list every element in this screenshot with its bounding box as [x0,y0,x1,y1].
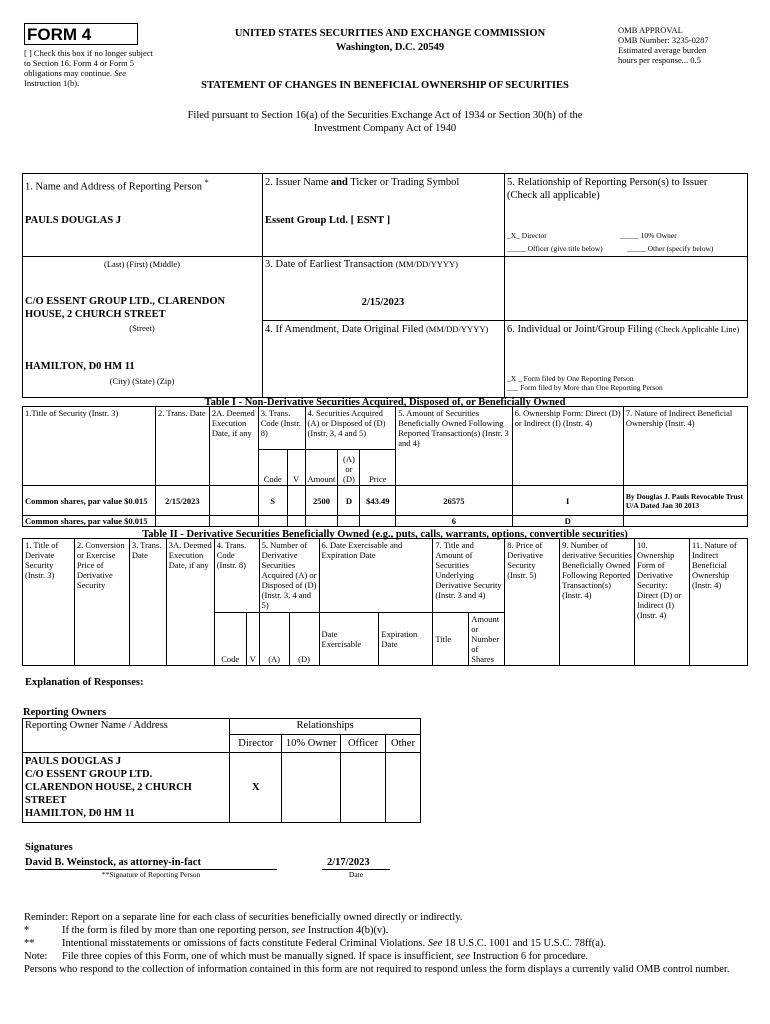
t1-sub-amount: Amount [305,450,338,486]
t1-r1-form: D [512,516,623,527]
owners-col-other: Other [386,735,421,753]
issuer-name: Essent Group Ltd. [ ESNT ] [265,215,391,226]
t1-r0-deemed [209,486,258,516]
check-box-note: [ ] Check this box if no longer subject to Section 16. Form 4 or Form 5 obligations may continue. See Instruction 1(b). [24,48,153,88]
t2-sub-a: (A) [259,613,289,666]
signature-date-caption: Date [348,870,364,879]
city-value: HAMILTON, D0 HM 11 [25,361,135,372]
explanation-label: Explanation of Responses: [25,677,144,688]
table1-title: Table I - Non-Derivative Securities Acquired, Disposed of, or Beneficially Owned [204,397,566,408]
box2-label: 2. Issuer Name and Ticker or Trading Symbol [265,177,460,188]
signer-name: David B. Weinstock, as attorney-in-fact [25,857,201,868]
owners-col-ten: 10% Owner [282,735,341,753]
box4-label: 4. If Amendment, Date Original Filed (MM/DD/YYYY) [265,324,489,335]
t2-h7: 7. Title and Amount of Securities Underlying Derivative Security (Instr. 3 and 4) [433,539,505,613]
t1-r0-amount: 2500 [305,486,338,516]
box6-label: 6. Individual or Joint/Group Filing (Check Applicable Line) [507,324,740,335]
box1-label: 1. Name and Address of Reporting Person * [25,178,209,193]
t2-h3a: 3A. Deemed Execution Date, if any [166,539,214,666]
t2-h1: 1. Title of Derivate Security (Instr. 3) [23,539,75,666]
t1-r0-date: 2/15/2023 [155,486,209,516]
signer-caption: **Signature of Reporting Person [101,870,201,879]
t1-r0-owned: 26575 [396,486,512,516]
t2-sub-exp: Expiration Date [379,613,433,666]
filed-pursuant: Filed pursuant to Section 16(a) of the Securities Exchange Act of 1934 or Section 30(h) of the Investment Company Act of 1940 [187,110,583,134]
box5-label: 5. Relationship of Reporting Person(s) to Issuer (Check all applicable) [507,177,708,201]
t1-r1-owned: 6 [396,516,512,527]
name-hint: (Last) (First) (Middle) [103,259,180,269]
earliest-transaction-date: 2/15/2023 [361,297,405,308]
t1-r0-nature: By Douglas J. Pauls Revocable Trust U/A Dated Jan 30 2013 [623,486,747,516]
t1-h1: 1.Title of Security (Instr. 3) [23,407,156,486]
statement-title: STATEMENT OF CHANGES IN BENEFICIAL OWNERSHIP OF SECURITIES [201,80,569,91]
t2-h10: 10. Ownership Form of Derivative Security: Direct (D) or Indirect (I) (Instr. 4) [635,539,690,666]
owner-director-mark: X [230,753,282,823]
owners-table [22,718,421,823]
table-row [23,486,748,516]
t1-h7: 7. Nature of Indirect Beneficial Ownership (Instr. 4) [623,407,747,486]
t2-sub-amount: Amount or Number of Shares [469,613,505,666]
t1-sub-price: Price [360,450,396,486]
reporting-person-name: PAULS DOUGLAS J [25,215,122,226]
signatures-title: Signatures [25,842,73,853]
relationship-director: _X_ Director [507,231,547,240]
t1-sub-code: Code [258,450,287,486]
t2-sub-v: V [246,613,259,666]
street-value: C/O ESSENT GROUP LTD., CLARENDON HOUSE, 2 CHURCH STREET [25,296,226,320]
filing-option-more: ___ Form filed by More than One Reporting Person [507,383,663,392]
table-row [23,753,421,823]
t2-h11: 11. Nature of Indirect Beneficial Ownership (Instr. 4) [689,539,747,666]
relationship-officer: _____ Officer (give title below) [507,244,603,253]
owners-col-officer: Officer [341,735,386,753]
footnote-star2: ** Intentional misstatements or omissions of facts constitute Federal Criminal Violations. See 18 U.S.C. 1001 and 15 U.S.C. 78ff(a). [24,938,607,949]
omb-approval: OMB APPROVAL OMB Number: 3235-0287 Estimated average burden hours per response... 0.5 [618,25,709,65]
footnote-star1: * If the form is filed by more than one reporting person, see Instruction 4(b)(v). [24,925,389,936]
t2-h8: 8. Price of Derivative Security (Instr. 5) [505,539,560,666]
reminder-text: Reminder: Report on a separate line for each class of securities beneficially owned directly or indirectly. [24,912,463,923]
owner-name-address: PAULS DOUGLAS J C/O ESSENT GROUP LTD. CLARENDON HOUSE, 2 CHURCH STREET HAMILTON, D0 HM 11 [23,753,230,823]
t2-sub-d: (D) [289,613,319,666]
agency-name: UNITED STATES SECURITIES AND EXCHANGE COMMISSION [234,28,546,39]
owners-col-relationships: Relationships [230,719,421,735]
t1-sub-aord: (A) or (D) [338,450,360,486]
t1-h5: 5. Amount of Securities Beneficially Owned Following Reported Transaction(s) (Instr. 3 and 4) [396,407,512,486]
footnote-note: Note: File three copies of this Form, one of which must be manually signed. If space is insufficient, see Instruction 6 for procedure. [24,951,589,962]
owners-col-director: Director [230,735,282,753]
table1-grid [22,406,748,527]
t2-h3: 3. Trans. Date [129,539,166,666]
filing-option-one: _X _ Form filed by One Reporting Person [507,374,634,383]
t1-r0-code: S [258,486,287,516]
t1-r0-aord: D [338,486,360,516]
table2-grid [22,538,748,666]
t2-h6: 6. Date Exercisable and Expiration Date [319,539,433,613]
box3-label: 3. Date of Earliest Transaction (MM/DD/YYYY) [265,259,458,270]
t1-h2a: 2A. Deemed Execution Date, if any [209,407,258,486]
t1-r0-v [287,486,305,516]
form-title-box [24,23,138,45]
relationship-other: _____ Other (specify below) [627,244,714,253]
t2-sub-code: Code [214,613,246,666]
t1-h3: 3. Trans. Code (Instr. 8) [258,407,305,450]
owners-col-name: Reporting Owner Name / Address [23,719,230,753]
t1-r0-price: $43.49 [360,486,396,516]
t1-h4: 4. Securities Acquired (A) or Disposed of (D) (Instr. 3, 4 and 5) [305,407,396,450]
t2-h9: 9. Number of derivative Securities Beneficially Owned Following Reported Transaction(s) (Instr. 4) [560,539,635,666]
signature-date: 2/17/2023 [327,857,370,868]
t2-h2: 2. Conversion or Exercise Price of Derivative Security [74,539,129,666]
table2-title: Table II - Derivative Securities Beneficially Owned (e.g., puts, calls, warrants, options, convertible securities) [142,529,628,540]
city-hint: (City) (State) (Zip) [109,376,175,386]
form-title: FORM 4 [27,25,92,44]
t1-r0-form: I [512,486,623,516]
t1-r1-title: Common shares, par value $0.015 [23,516,156,527]
t2-sub-exer: Date Exercisable [319,613,379,666]
t1-r0-title: Common shares, par value $0.015 [23,486,156,516]
omb-notice: Persons who respond to the collection of information contained in this form are not required to respond unless the form displays a currently valid OMB control number. [24,964,730,975]
t2-h5: 5. Number of Derivative Securities Acquired (A) or Disposed of (D) (Instr. 3, 4 and 5) [259,539,319,613]
agency-address: Washington, D.C. 20549 [335,42,445,53]
t1-h2: 2. Trans. Date [155,407,209,486]
table-row [23,516,748,527]
street-hint: (Street) [129,323,155,333]
relationship-ten-pct: _____ 10% Owner [620,231,677,240]
owners-title: Reporting Owners [23,707,107,718]
t1-sub-v: V [287,450,305,486]
t1-h6: 6. Ownership Form: Direct (D) or Indirect (I) (Instr. 4) [512,407,623,486]
t2-sub-title: Title [433,613,469,666]
t2-h4: 4. Trans. Code (Instr. 8) [214,539,259,613]
